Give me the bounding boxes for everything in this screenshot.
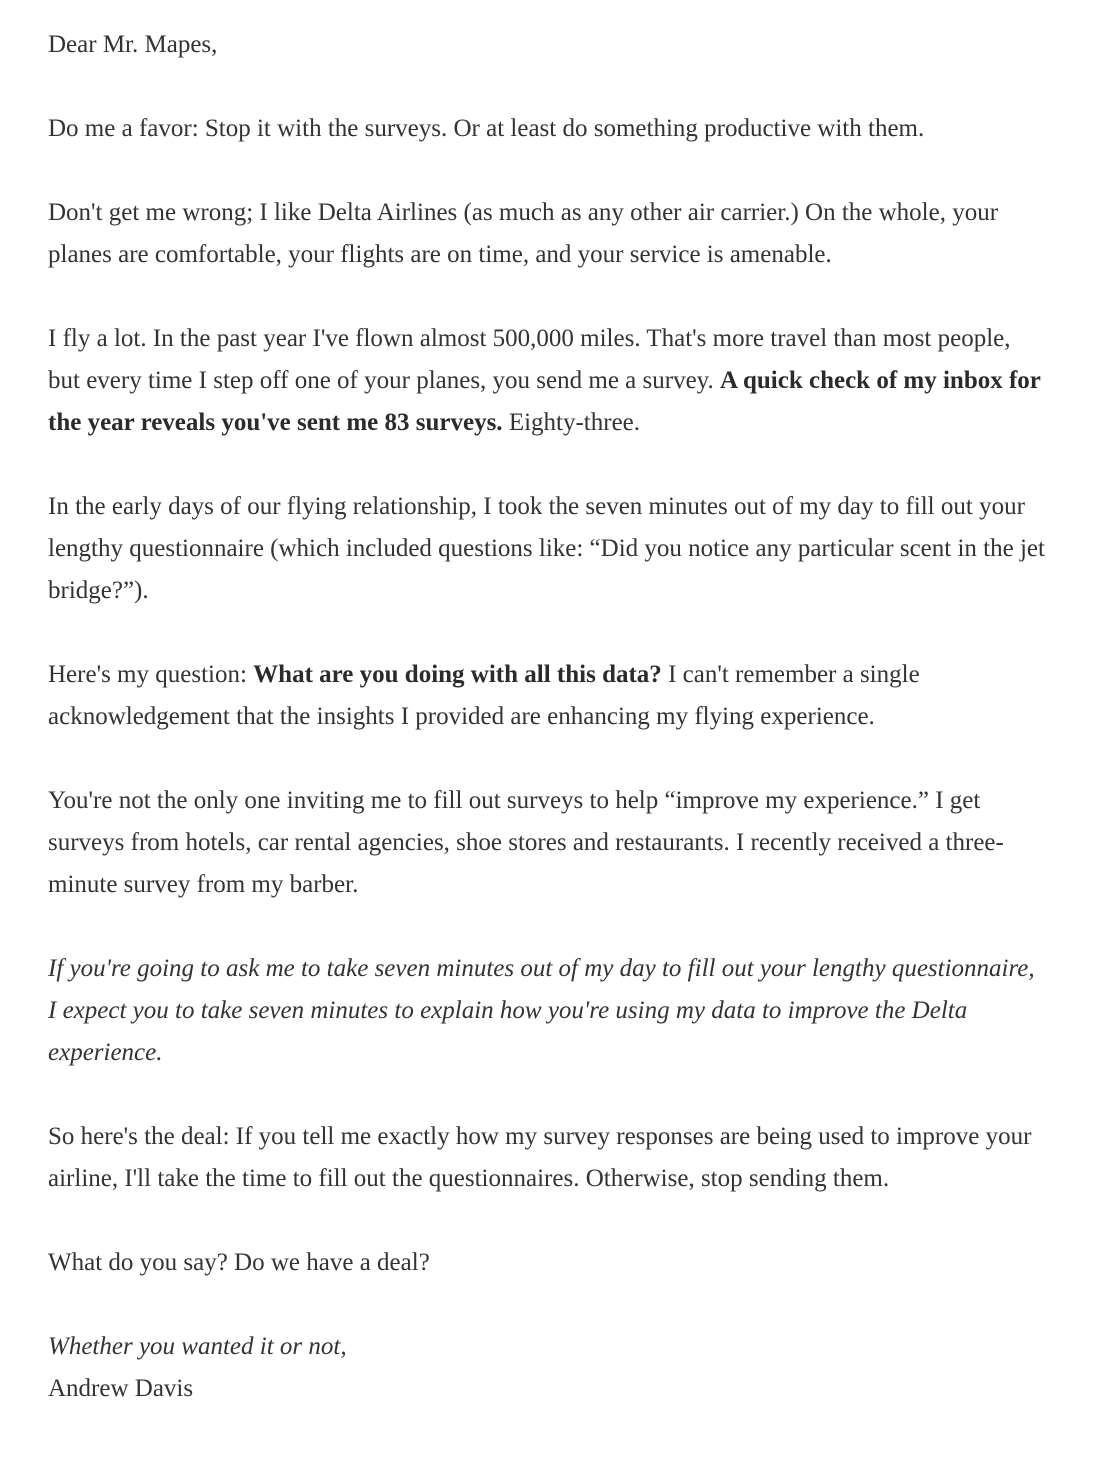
question-lead: Here's my question: [48,661,254,688]
paragraph-question [48,654,1048,738]
question-highlight: What are you doing with all this data? [253,661,662,688]
question-tail: I can't remember a single acknowledgement that the insights I provided are enhancing my flying experience. [48,661,920,730]
paragraph-early-days: In the early days of our flying relationship, I took the seven minutes out of my day to fill out your lengthy questionnaire (which included questions like: “Did you notice any particular scent in the jet bridge?”). [48,493,1045,604]
paragraph-travel-frequency [48,318,1048,444]
paragraph-deal-question: What do you say? Do we have a deal? [48,1249,430,1276]
signature-name: Andrew Davis [48,1375,194,1402]
closing-italic: Whether you wanted it or not, [48,1333,347,1360]
paragraph-surveys-request: Do me a favor: Stop it with the surveys. Or at least do something productive with them. [48,115,925,142]
paragraph-expectation [48,948,1048,1074]
paragraph-other-surveys: You're not the only one inviting me to fill out surveys to help “improve my experience.” I get surveys from hotels, car rental agencies, shoe stores and restaurants. I recently received a three-minute survey from my barber. [48,787,1004,898]
closing-line [48,1326,1048,1368]
paragraph-deal: So here's the deal: If you tell me exactly how my survey responses are being used to improve your airline, I'll take the time to fill out the questionnaires. Otherwise, stop sending them. [48,1123,1032,1192]
paragraph-delta-opinion: Don't get me wrong; I like Delta Airlines (as much as any other air carrier.) On the whole, your planes are comfortable, your flights are on time, and your service is amenable. [48,199,999,268]
signature-block [48,1326,1048,1410]
expectation-italic: If you're going to ask me to take seven minutes out of my day to fill out your lengthy questionnaire, I expect you to take seven minutes to explain how you're using my data to improve the Delta experience. [48,955,1035,1066]
survey-count-tail: Eighty-three. [502,409,641,436]
survey-count-highlight: A quick check of my inbox for the year reveals you've sent me 83 surveys. [48,367,1041,436]
salutation: Dear Mr. Mapes, [48,31,218,58]
travel-frequency-text: I fly a lot. In the past year I've flown almost 500,000 miles. That's more travel than most people, but every time I step off one of your planes, you send me a survey. [48,325,1011,394]
letter-body [48,24,1048,1410]
